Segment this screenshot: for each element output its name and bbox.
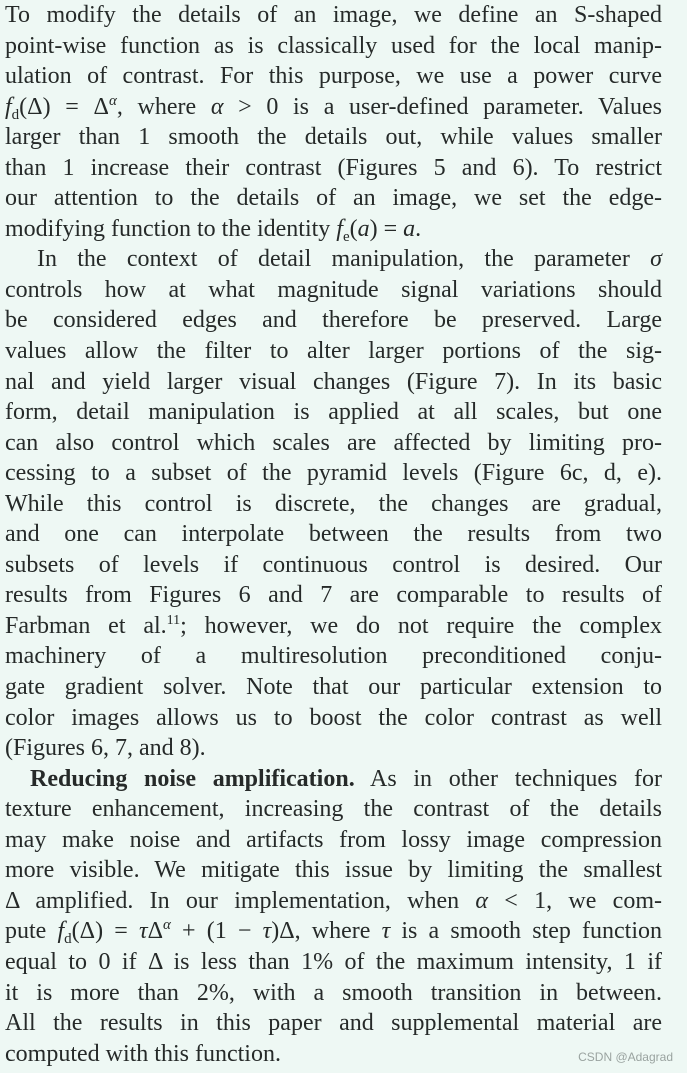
text-segment: may make noise and artifacts from lossy image compression [5,826,662,853]
math-segment: d [64,931,72,948]
text-line [5,92,662,123]
text-line [5,183,662,214]
text-line [5,825,662,856]
text-segment: + (1 − [170,918,263,945]
math-segment: a [357,215,370,242]
text-line [5,916,662,947]
text-segment: be considered edges and therefore be preserved. Large [5,307,662,334]
text-segment: All the results in this paper and supplemental material are [5,1010,662,1037]
text-segment: As in other techniques for [354,765,662,792]
math-segment: 11 [166,612,181,628]
text-segment: gate gradient solver. Note that our particular extension to [5,674,662,701]
text-segment: can also control which scales are affected by limiting pro- [5,429,662,456]
text-line [5,550,662,581]
text-line [5,214,662,245]
text-segment: . [415,215,422,242]
text-line [5,1008,662,1039]
text-line [5,855,662,886]
text-line [5,336,662,367]
text-segment: < 1, we com- [488,887,662,914]
text-segment: )Δ, where [271,918,382,945]
text-segment: In the context of detail manipulation, the parameter [37,246,651,273]
text-line [5,31,662,62]
text-segment: ulation of contrast. For this purpose, we use a power curve [5,63,662,90]
math-segment: α [475,887,489,914]
math-segment: α [163,917,171,934]
text-segment: texture enhancement, increasing the contrast of the details [5,796,662,823]
text-segment: nal and yield larger visual changes (Figure 7). In its basic [5,368,662,395]
math-segment: α [108,92,117,109]
text-line [5,122,662,153]
text-line [5,733,662,764]
math-segment: a [403,215,416,242]
text-line [5,244,662,275]
text-segment: results from Figures 6 and 7 are comparable to results of [5,582,662,609]
text-line [5,794,662,825]
text-segment: Farbman et al. [5,612,167,639]
text-segment: (Δ) = Δ [19,93,109,120]
text-line [5,397,662,428]
text-segment: is a smooth step function [390,918,663,945]
text-line [5,153,662,184]
text-segment: cessing to a subset of the pyramid levels (Figure 6c, d, e). [5,460,662,487]
text-segment: (Δ) = [71,918,139,945]
text-segment: machinery of a multiresolution preconditioned conju- [5,643,662,670]
text-segment: (Figures 6, 7, and 8). [5,735,206,762]
text-segment: To modify the details of an image, we define an S-shaped [5,2,662,28]
text-line [5,305,662,336]
text-segment: > 0 is a user-defined parameter. Values [223,93,663,120]
text-line [5,580,662,611]
text-segment: , where [116,93,211,120]
math-segment: f [336,215,343,242]
text-line [5,489,662,520]
math-segment: f [5,93,12,120]
math-segment: τ [381,918,391,945]
text-line [5,641,662,672]
text-segment: than 1 increase their contrast (Figures 5 and 6). To restrict [5,154,662,181]
text-line [5,519,662,550]
text-line [5,275,662,306]
paper-body-text [5,0,662,1069]
math-segment: σ [650,246,662,273]
text-segment: Δ [147,918,163,945]
text-segment: form, detail manipulation is applied at all scales, but one [5,399,662,426]
text-segment: larger than 1 smooth the details out, while values smaller [5,124,662,151]
text-segment: more visible. We mitigate this issue by limiting the smallest [5,857,662,884]
math-segment: τ [138,918,148,945]
text-segment: values allow the filter to alter larger portions of the sig- [5,338,662,365]
math-segment: d [11,106,20,123]
math-segment: e [342,228,350,245]
text-segment: computed with this function. [5,1040,281,1067]
text-segment: and one can interpolate between the results from two [5,521,662,548]
text-segment: controls how at what magnitude signal variations should [5,276,662,303]
watermark: CSDN @Adagrad [578,1050,673,1064]
text-segment: modifying function to the identity [5,215,337,242]
text-segment: ( [349,215,358,242]
text-segment: pute [5,918,58,945]
text-line [5,428,662,459]
math-segment: α [210,93,224,120]
text-line [5,978,662,1009]
text-segment: it is more than 2%, with a smooth transition in between. [5,979,662,1006]
text-segment: subsets of levels if continuous control is desired. Our [5,551,662,578]
text-segment: our attention to the details of an image, we set the edge- [5,185,662,212]
text-segment: ; however, we do not require the complex [180,612,663,639]
text-line [5,0,662,31]
text-segment: While this control is discrete, the changes are gradual, [5,490,662,517]
text-segment: Δ amplified. In our implementation, when [5,887,476,914]
paragraph-heading: Reducing noise amplification. [30,765,355,792]
math-segment: τ [262,918,272,945]
text-line [5,764,662,795]
text-line [5,367,662,398]
text-line [5,672,662,703]
text-segment: ) = [369,215,404,242]
text-line [5,886,662,917]
text-line [5,611,662,642]
text-line [5,947,662,978]
text-line [5,1039,662,1070]
text-line [5,703,662,734]
text-segment: point-wise function as is classically used for the local manip- [5,32,662,59]
math-segment: f [57,918,65,945]
text-segment: equal to 0 if Δ is less than 1% of the maximum intensity, 1 if [5,948,662,975]
text-line [5,458,662,489]
text-line [5,61,662,92]
text-segment: color images allows us to boost the color contrast as well [5,704,662,731]
